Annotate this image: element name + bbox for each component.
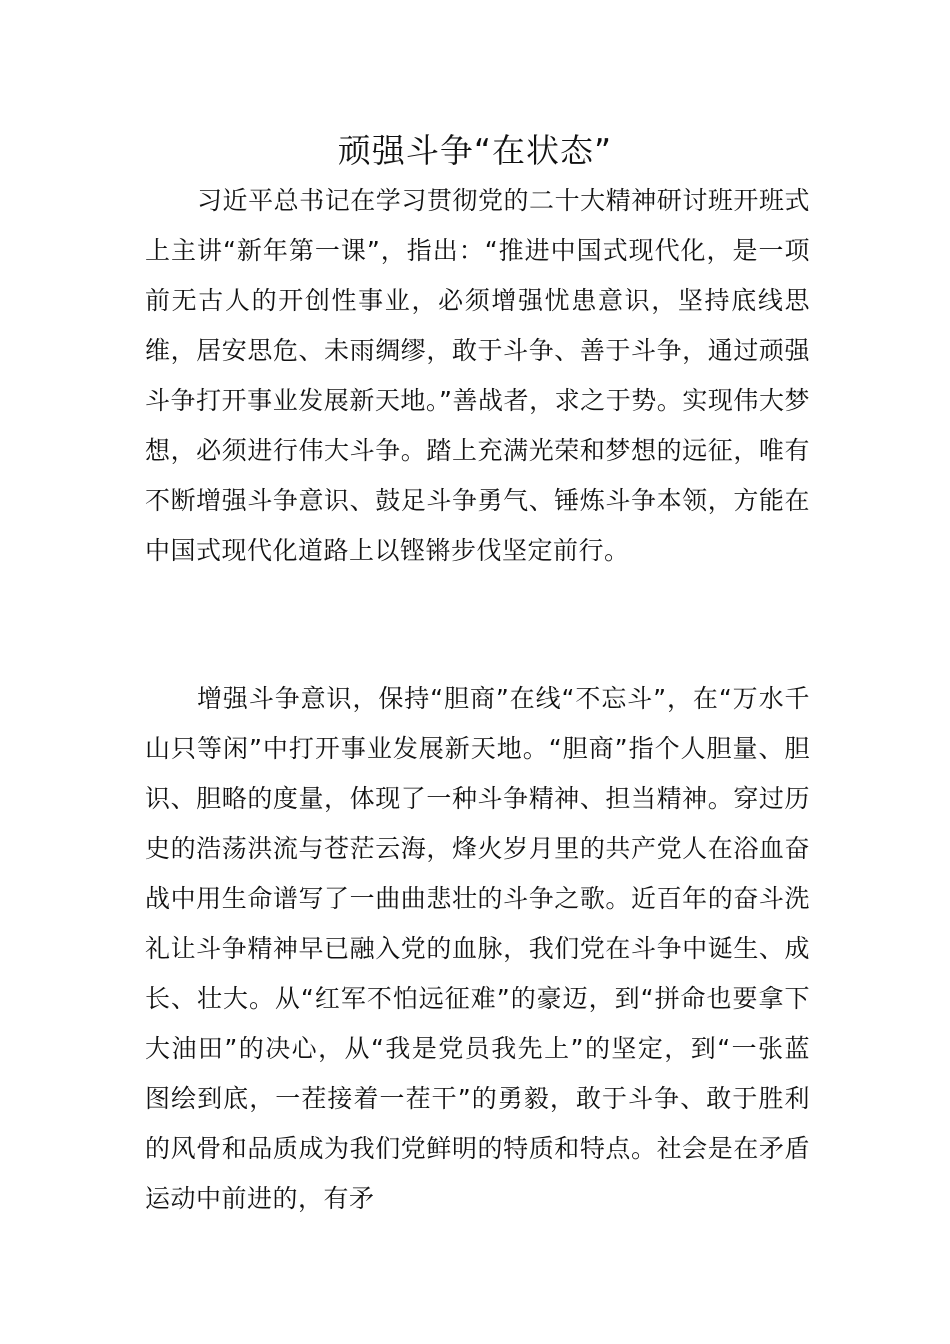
paragraph-body: 增强斗争意识，保持“胆商”在线“不忘斗”，在“万水千山只等闲”中打开事业发展新天地。“胆商”指个人胆量、胆识、胆略的度量，体现了一种斗争精神、担当精神。穿过历史的浩荡洪流与苍茫云海，烽火岁月里的共产党人在浴血奋战中用生命谱写了一曲曲悲壮的斗争之歌。近百年的奋斗洗礼让斗争精神早已融入党的血脉，我们党在斗争中诞生、成长、壮大。从“红军不怕远征难”的豪迈，到“拼命也要拿下大油田”的决心，从“我是党员我先上”的坚定，到“一张蓝图绘到底，一茬接着一茬干”的勇毅，敢于斗争、敢于胜利的风骨和品质成为我们党鲜明的特质和特点。社会是在矛盾运动中前进的，有矛 — [145, 684, 810, 1213]
paragraph-intro: 习近平总书记在学习贯彻党的二十大精神研讨班开班式上主讲“新年第一课”，指出：“推进中国式现代化，是一项前无古人的开创性事业，必须增强忧患意识，坚持底线思维，居安思危、未雨绸缪，敢于斗争、善于斗争，通过顽强斗争打开事业发展新天地。”善战者，求之于势。实现伟大梦想，必须进行伟大斗争。踏上充满光荣和梦想的远征，唯有不断增强斗争意识、鼓足斗争勇气、锤炼斗争本领，方能在中国式现代化道路上以铿锵步伐坚定前行。 — [145, 186, 810, 565]
document-title: 顽强斗争“在状态” — [337, 131, 613, 170]
